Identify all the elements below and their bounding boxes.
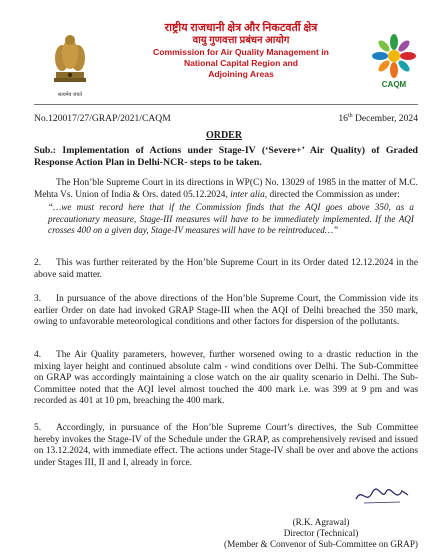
paragraph-2: 2. This was further reiterated by the Hon’ble Supreme Court in its Order dated 12.12.2024 in the above said matter.: [34, 258, 418, 280]
header-divider: [34, 104, 418, 105]
header-hindi-line1: राष्ट्रीय राजधानी क्षेत्र और निकटवर्ती क्षेत्र: [164, 22, 318, 34]
header-hindi-line2: वायु गुणवत्ता प्रबंधन आयोग: [192, 35, 290, 46]
caqm-logo-icon: [370, 32, 418, 80]
paragraph-5: 5. Accordingly, in pursuance of the Hon’ble Supreme Court’s directives, the Sub Committee hereby invokes the Stage-IV of the Schedule under the GRAP, as comprehensively revised and issued on 13.12.2024, with immediate effect. The actions under Stage-IV shall be over and above the actions under Stages III, II and I, already in force.: [34, 423, 418, 468]
signatory-name: (R.K. Agrawal): [292, 517, 350, 527]
signatory-block: [224, 517, 418, 550]
emblem-caption: सत्यमेव जयते: [57, 93, 83, 98]
national-emblem-icon: [48, 28, 92, 92]
paragraph-3: 3. In pursuance of the above directions of the Hon’ble Supreme Court, the Commission vide its earlier Order on date had invoked GRAP Stage-III when the AQI of Delhi breached the 350 mark, owing to unfavorable meteorological conditions and other factors for dispersion of the pollutants.: [34, 294, 418, 328]
paragraph-1: The Hon’ble Supreme Court in its directions in WP(C) No. 13029 of 1985 in the matter of M.C. Mehta Vs. Union of India & Ors. dated 05.12.2024, inter alia, directed the Commission as under:: [34, 178, 418, 200]
order-date: 16th December, 2024: [338, 113, 418, 125]
signatory-title: Director (Technical): [283, 528, 359, 538]
header-english-line2: National Capital Region and: [183, 58, 299, 68]
header-english-line3: Adjoining Areas: [208, 69, 274, 79]
order-title: ORDER: [205, 130, 243, 141]
header-english-line1: Commission for Air Quality Management in: [153, 47, 329, 57]
paragraph-4: 4. The Air Quality parameters, however, further worsened owing to a drastic reduction in the mixing layer height and continued absolute calm - wind conditions over Delhi. The Sub-Committee on GRAP was accordingly maintaining a close watch on the air quality scenario in Delhi. The Sub-Committee noted that the AQI level almost touched the 400 mark i.e. was 399 at 9 pm and was recorded as 401 at 10 pm, breaching the 400 mark.: [34, 350, 418, 407]
signatory-role: (Member & Convenor of Sub-Committee on GRAP): [224, 539, 418, 549]
supreme-court-quote: “…we must record here that if the Commission finds that the AQI goes above 350, as a precautionary measure, Stage-III measures will have to be immediately implemented. If the AQI crosses 400 on a given day, Stage-IV measures will have to be reintroduced…”: [48, 202, 414, 236]
reference-number: No.120017/27/GRAP/2021/CAQM: [34, 113, 171, 124]
caqm-logo-text: CAQM: [381, 80, 407, 89]
handwritten-signature: [352, 483, 412, 507]
organization-header: [130, 22, 352, 80]
subject-line: Sub.: Implementation of Actions under Stage-IV (‘Severe+’ Air Quality) of Graded Response Action Plan in Delhi-NCR- steps to be taken.: [34, 145, 418, 168]
